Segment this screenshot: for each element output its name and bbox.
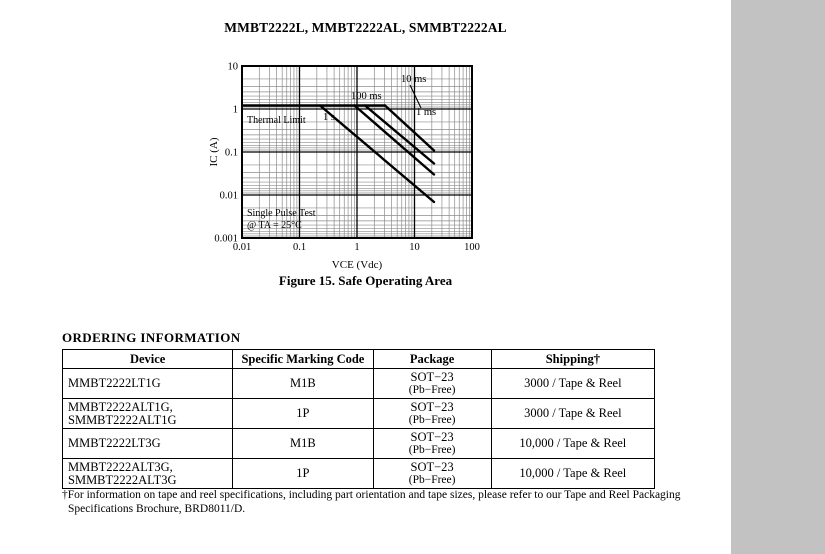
cell-marking: M1B (233, 429, 373, 459)
figure-caption: Figure 15. Safe Operating Area (278, 273, 453, 288)
device-name-primary: MMBT2222LT1G (68, 376, 161, 391)
y-tick-1: 1 (232, 104, 238, 116)
curve-label-1s: 1 s (323, 112, 335, 123)
package-rohs: (Pb−Free) (408, 384, 456, 397)
figure-15-container (0, 55, 731, 295)
package-rohs: (Pb−Free) (408, 414, 456, 427)
cell-shipping: 3000 / Tape & Reel (491, 399, 654, 429)
cell-package (373, 459, 491, 489)
curve-label-10ms: 10 ms (401, 74, 427, 85)
table-row (63, 429, 655, 459)
x-tick-1: 1 (354, 242, 360, 253)
chart-svg (205, 55, 505, 275)
annotation-ambient-temperature: @ TA = 25°C (247, 220, 302, 231)
package-type: SOT−23 (410, 399, 454, 414)
footnote-line-2: Specifications Brochure, BRD8011/D. (68, 503, 246, 516)
y-axis-label: IC (A) (208, 137, 220, 167)
safe-operating-area-chart (205, 55, 505, 275)
x-tick-10: 10 (409, 242, 420, 253)
table-header-row (63, 350, 655, 369)
right-margin-panel (731, 0, 825, 554)
y-tick-0-01: 0.01 (219, 190, 238, 202)
device-name-secondary: SMMBT2222ALT3G (68, 472, 177, 487)
column-header-package: Package (373, 350, 491, 369)
curve-label-100ms: 100 ms (351, 91, 382, 102)
x-tick-0-1: 0.1 (292, 242, 307, 253)
ordering-information-heading: ORDERING INFORMATION (62, 330, 241, 345)
x-tick-100: 100 (464, 242, 480, 253)
cell-package (373, 369, 491, 399)
cell-shipping: 10,000 / Tape & Reel (491, 429, 654, 459)
package-rohs: (Pb−Free) (408, 474, 456, 487)
x-tick-0-01: 0.01 (232, 242, 252, 253)
cell-device (63, 459, 233, 489)
footnote-line-1: †For information on tape and reel specifications, including part orientation and tape sizes, please refer to our Tape and Reel Packaging (62, 489, 681, 501)
cell-package (373, 399, 491, 429)
curve-label-1ms: 1 ms (416, 107, 437, 118)
cell-device (63, 369, 233, 399)
y-tick-0-1: 0.1 (224, 147, 238, 159)
table-row (63, 369, 655, 399)
device-name-primary: MMBT2222ALT1G, (68, 399, 173, 414)
annotation-single-pulse-test: Single Pulse Test (247, 208, 316, 219)
y-tick-0-001: 0.001 (214, 233, 238, 245)
cell-marking: 1P (233, 459, 373, 489)
cell-shipping: 3000 / Tape & Reel (491, 369, 654, 399)
device-name-secondary: SMMBT2222ALT1G (68, 412, 177, 427)
table-row (63, 399, 655, 429)
x-axis-label: VCE (Vdc) (331, 259, 383, 271)
footnote (62, 488, 814, 516)
page-title: MMBT2222L, MMBT2222AL, SMMBT2222AL (224, 20, 507, 35)
cell-package (373, 429, 491, 459)
cell-device (63, 429, 233, 459)
cell-device (63, 399, 233, 429)
cell-marking: 1P (233, 399, 373, 429)
column-header-device: Device (63, 350, 233, 369)
annotation-thermal-limit: Thermal Limit (247, 115, 306, 126)
ordering-information-table (62, 349, 655, 489)
device-name-primary: MMBT2222ALT3G, (68, 459, 173, 474)
package-type: SOT−23 (410, 459, 454, 474)
cell-marking: M1B (233, 369, 373, 399)
y-tick-10: 10 (227, 61, 238, 73)
column-header-shipping: Shipping† (491, 350, 654, 369)
cell-shipping: 10,000 / Tape & Reel (491, 459, 654, 489)
table-row (63, 459, 655, 489)
device-name-primary: MMBT2222LT3G (68, 436, 161, 451)
package-type: SOT−23 (410, 429, 454, 444)
package-rohs: (Pb−Free) (408, 444, 456, 457)
column-header-marking: Specific Marking Code (233, 350, 373, 369)
package-type: SOT−23 (410, 369, 454, 384)
